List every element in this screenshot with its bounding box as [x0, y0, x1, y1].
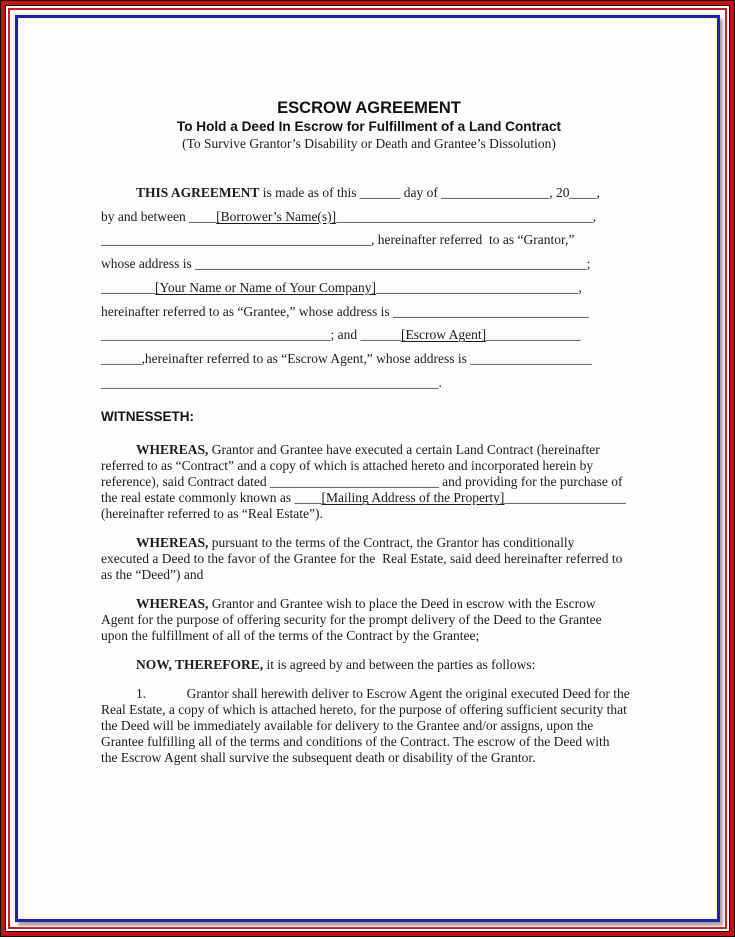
text-line: [101, 702, 637, 718]
text-line: [101, 323, 637, 347]
text-segment: ______________________________________,: [336, 208, 597, 224]
text-segment: as the “Deed”) and: [101, 567, 204, 583]
text-line: [101, 371, 637, 395]
text-segment: __________________: [504, 490, 626, 506]
text-line: [101, 442, 637, 458]
red-border-band: [1, 1, 734, 936]
text-line: [101, 347, 637, 371]
text-segment: Grantee fulfilling all of the terms and conditions of the Contract. The escrow of the Deed with: [101, 734, 610, 750]
whereas-recital-3: [101, 596, 637, 644]
text-segment: 1. Grantor shall herewith deliver to Escrow Agent the original executed Deed for the: [136, 686, 630, 702]
text-segment: ______: [360, 327, 401, 343]
text-segment: ______________: [486, 327, 581, 343]
text-line: [101, 490, 637, 506]
text-line: [101, 458, 637, 474]
text-line: [101, 612, 637, 628]
fill-in-blank-placeholder: [Mailing Address of the Property]: [321, 490, 505, 506]
text-segment: Grantor and Grantee wish to place the Deed in escrow with the Escrow: [208, 596, 596, 612]
text-segment: THIS AGREEMENT: [136, 185, 260, 200]
text-segment: the Escrow Agent shall survive the subsequent death or disability of the Grantor.: [101, 750, 536, 766]
text-segment: hereinafter referred to as “Grantee,” whose address is _____________________________: [101, 303, 589, 319]
thin-red-line: [8, 8, 727, 929]
whereas-recital-2: [101, 535, 637, 583]
document-subtitle: To Hold a Deed In Escrow for Fulfillment of a Land Contract: [176, 119, 562, 134]
witnesseth-heading: WITNESSETH:: [101, 409, 194, 425]
text-line: [101, 596, 637, 612]
text-line: [101, 474, 637, 490]
frame-white-gap-outer: [6, 6, 729, 931]
text-segment: WHEREAS,: [136, 535, 209, 551]
blue-border-frame: [15, 15, 720, 922]
text-segment: ____: [189, 208, 217, 224]
opening-paragraph: [101, 181, 637, 394]
document-page: [18, 18, 717, 919]
numbered-clause-1: [101, 686, 637, 766]
now-therefore-clause: [101, 657, 637, 673]
text-line: [101, 551, 637, 567]
text-segment: (hereinafter referred to as “Real Estate”).: [101, 506, 323, 522]
text-line: [101, 686, 637, 702]
document-content: [101, 98, 637, 766]
document-title: ESCROW AGREEMENT: [277, 99, 461, 117]
document-subnote: (To Survive Grantor’s Disability or Death and Grantee’s Dissolution): [182, 136, 556, 151]
frame-white-gap-inner: [10, 10, 725, 927]
text-segment: the real estate commonly known as: [101, 490, 295, 506]
text-line: [101, 657, 637, 673]
fill-in-blank-placeholder: [Borrower’s Name(s)]: [216, 208, 337, 224]
text-segment: WHEREAS,: [136, 442, 209, 458]
text-line: [101, 567, 637, 583]
red-border-inner-edge: [5, 5, 730, 932]
text-line: [101, 252, 637, 276]
text-line: [101, 276, 637, 300]
fill-in-blank-placeholder: [Escrow Agent]: [401, 327, 487, 343]
text-segment: pursuant to the terms of the Contract, the Grantor has conditionally: [208, 535, 575, 551]
text-segment: ________________________________________, hereinafter referred to as “Grantor,”: [101, 232, 575, 248]
text-segment: the Deed will be immediately available for delivery to the Grantee and/or assigns, upon the: [101, 718, 594, 734]
text-line: [101, 734, 637, 750]
text-line: [101, 535, 637, 551]
text-segment: ________: [101, 279, 155, 295]
text-segment: referred to as “Contract” and a copy of which is attached hereto and incorporated herein by: [101, 458, 594, 474]
text-segment: NOW, THEREFORE,: [136, 657, 264, 673]
text-line: [101, 228, 637, 252]
text-segment: Grantor and Grantee have executed a certain Land Contract (hereinafter: [208, 442, 600, 458]
text-line: [101, 718, 637, 734]
text-segment: __________________________________________________.: [101, 374, 442, 390]
text-segment: it is agreed by and between the parties as follows:: [263, 657, 536, 673]
fill-in-blank-placeholder: [Your Name or Name of Your Company]: [155, 279, 376, 295]
text-segment: Agent for the purpose of offering security for the prompt delivery of the Deed to the Grantee: [101, 612, 602, 628]
text-segment: upon the fulfillment of all of the terms of the Contract by the Grantee;: [101, 628, 480, 644]
text-segment: ____: [294, 490, 322, 506]
text-segment: ______,hereinafter referred to as “Escrow Agent,” whose address is __________________: [101, 350, 592, 366]
text-segment: reference), said Contract dated _________________________ and providing for the purchase of: [101, 474, 623, 490]
text-line: [101, 181, 637, 205]
text-segment: ______________________________,: [375, 279, 582, 295]
text-segment: whose address is __________________________________________________________;: [101, 256, 591, 272]
text-segment: is made as of this ______ day of ________________, 20____,: [259, 185, 600, 200]
text-segment: WHEREAS,: [136, 596, 209, 612]
text-segment: executed a Deed to the favor of the Grantee for the Real Estate, said deed hereinafter referred to: [101, 551, 623, 567]
text-segment: by and between: [101, 208, 190, 224]
text-segment: __________________________________; and: [101, 327, 361, 343]
text-line: [101, 628, 637, 644]
text-line: [101, 506, 637, 522]
text-line: [101, 205, 637, 229]
text-line: [101, 300, 637, 324]
text-segment: Real Estate, a copy of which is attached hereto, for the purpose of offering sufficient security that: [101, 702, 627, 718]
text-line: [101, 750, 637, 766]
whereas-recital-1: [101, 442, 637, 522]
